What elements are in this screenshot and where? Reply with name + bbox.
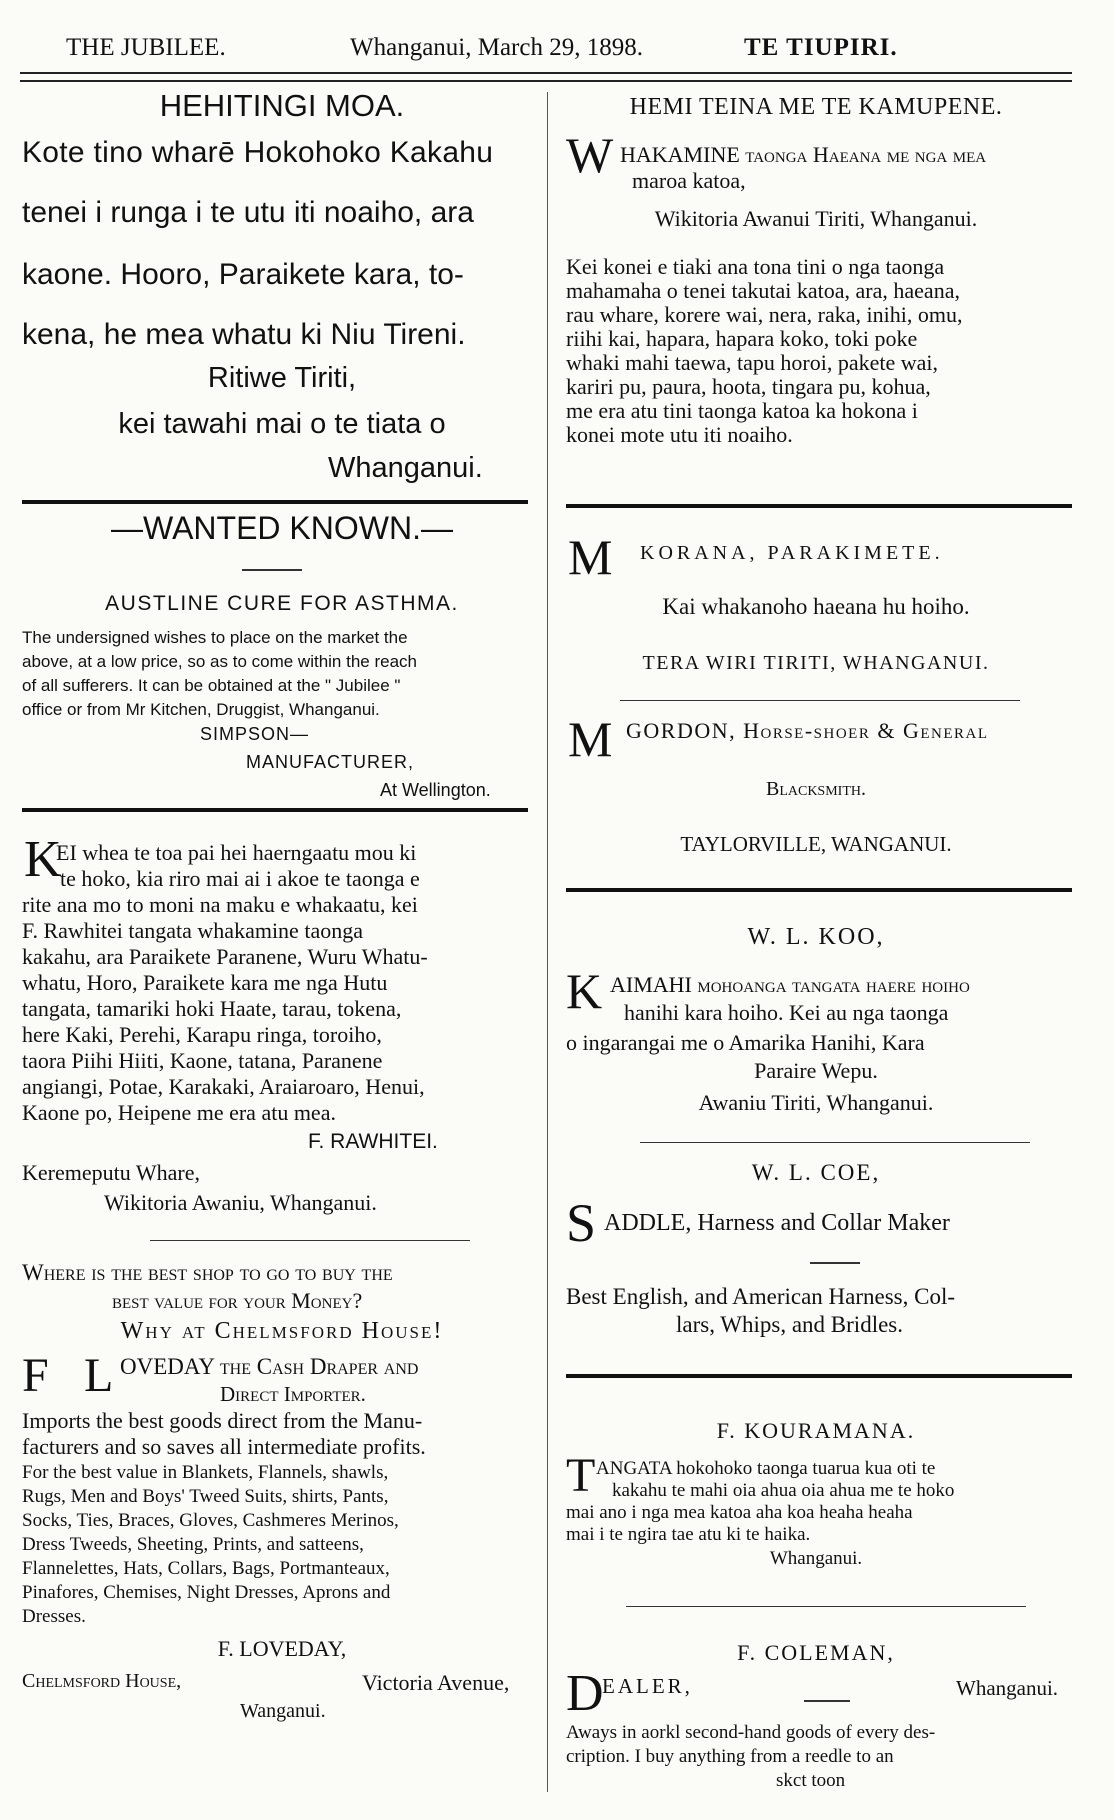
- masthead-rule-lower: [20, 80, 1072, 82]
- hemi-address: Wikitoria Awanui Tiriti, Whanganui.: [654, 206, 978, 231]
- hehitingi-line: Kote tino wharē Hokohoko Kakahu: [22, 136, 494, 169]
- masthead-date: Whanganui, March 29, 1898.: [350, 34, 643, 61]
- hemi-line: me era atu tini taonga katoa ka hokona i: [566, 398, 918, 423]
- kouramana-line: mai i te ngira tae atu ki te haika.: [566, 1524, 811, 1545]
- loveday-body: Pinafores, Chemises, Night Dresses, Aprons and: [22, 1582, 391, 1603]
- loveday-body: Dress Tweeds, Sheeting, Prints, and satteens,: [22, 1534, 364, 1555]
- koo-title: W. L. KOO,: [747, 924, 885, 950]
- hehitingi-line: kena, he mea whatu ki Niu Tireni.: [22, 318, 466, 351]
- hehitingi-title: HEHITINGI MOA.: [159, 88, 405, 123]
- hemi-line: Kei konei e tiaki ana tona tini o nga taonga: [566, 254, 945, 279]
- kei-line: here Kaki, Perehi, Karapu ringa, toroiho,: [22, 1022, 382, 1047]
- wanted-line: above, at a low price, so as to come within the reach: [22, 652, 417, 671]
- drop-cap: L: [84, 1349, 114, 1402]
- kei-line: rite ana mo to moni na maku e whakaatu, kei: [22, 892, 418, 917]
- kei-line: EI whea te toa pai hei haerngaatu mou ki: [56, 840, 417, 865]
- coleman-place: Whanganui.: [956, 1676, 1059, 1700]
- hemi-line: rau whare, korere wai, nera, raka, inihi, omu,: [566, 302, 963, 327]
- drop-cap: K: [566, 963, 603, 1019]
- loveday-address: Wanganui.: [240, 1700, 326, 1722]
- hehitingi-signature: Ritiwe Tiriti,: [207, 362, 357, 394]
- kei-line: kakahu, ara Paraikete Paranene, Wuru Whatu-: [22, 944, 428, 969]
- kei-line: te hoko, kia riro mai ai i akoe te taonga e: [60, 866, 420, 891]
- coleman-line: EALER,: [602, 1674, 693, 1698]
- kei-line: angiangi, Potae, Karakaki, Araiaroaro, Henui,: [22, 1074, 425, 1099]
- drop-cap: M: [568, 529, 613, 585]
- section-rule: [150, 1240, 470, 1241]
- drop-cap: T: [566, 1449, 596, 1502]
- drop-cap: K: [24, 831, 62, 888]
- short-rule: [804, 1700, 850, 1702]
- drop-cap: F: [22, 1349, 49, 1402]
- kei-line: taora Piihi Hiiti, Kaone, tatana, Paranene: [22, 1048, 383, 1073]
- kei-line: whatu, Horo, Paraikete kara me nga Hutu: [22, 970, 388, 995]
- gordon-line: Blacksmith.: [765, 778, 866, 800]
- column-divider: [547, 92, 548, 1792]
- kouramana-title: F. KOURAMANA.: [716, 1418, 916, 1443]
- wanted-signature: SIMPSON—: [200, 724, 310, 744]
- hemi-line: konei mote utu iti noaiho.: [566, 422, 793, 447]
- hemi-line: maroa katoa,: [632, 168, 746, 193]
- loveday-signature: F. LOVEDAY,: [217, 1636, 347, 1661]
- drop-cap: S: [566, 1193, 597, 1253]
- coleman-line: Aways in aorkl second-hand goods of every des-: [566, 1722, 936, 1743]
- section-rule: [566, 1374, 1072, 1378]
- coleman-line: cription. I buy anything from a reedle to an: [566, 1746, 894, 1767]
- loveday-body: For the best value in Blankets, Flannels, shawls,: [22, 1462, 389, 1483]
- koo-address: Awaniu Tiriti, Whanganui.: [698, 1090, 934, 1115]
- loveday-body: Socks, Ties, Braces, Gloves, Cashmeres Merinos,: [22, 1510, 399, 1531]
- section-rule: [640, 1142, 1030, 1143]
- koo-line: AIMAHI mohoanga tangata haere hoiho: [610, 972, 970, 997]
- coe-line: ADDLE, Harness and Collar Maker: [604, 1210, 950, 1236]
- hehitingi-line: tenei i runga i te utu iti noaiho, ara: [22, 196, 474, 229]
- kei-address: Wikitoria Awaniu, Whanganui.: [104, 1190, 377, 1215]
- kouramana-line: kakahu te mahi oia ahua oia ahua me te hoko: [612, 1480, 955, 1501]
- hehitingi-line: kaone. Hooro, Paraikete kara, to-: [22, 258, 464, 291]
- kei-line: tangata, tamariki hoki Haate, tarau, tokena,: [22, 996, 402, 1021]
- masthead-left: THE JUBILEE.: [66, 34, 226, 61]
- gordon-line: TAYLORVILLE, WANGANUI.: [680, 832, 952, 856]
- wanted-subtitle: AUSTLINE CURE FOR ASTHMA.: [105, 592, 459, 615]
- drop-cap: M: [568, 711, 613, 767]
- kouramana-line: mai ano i nga mea katoa aha koa heaha heaha: [566, 1502, 913, 1523]
- koo-line: hanihi kara hoiho. Kei au nga taonga: [624, 1000, 949, 1025]
- drop-cap: W: [566, 127, 614, 183]
- loveday-body: Rugs, Men and Boys' Tweed Suits, shirts, Pants,: [22, 1486, 389, 1507]
- wanted-line: office or from Mr Kitchen, Druggist, Whanganui.: [22, 700, 380, 719]
- loveday-body: Flannelettes, Hats, Collars, Bags, Portmanteaux,: [22, 1558, 390, 1579]
- coleman-title: F. COLEMAN,: [737, 1640, 895, 1665]
- kei-line: Kaone po, Heipene me era atu mea.: [22, 1100, 336, 1125]
- loveday-heading: Direct Importer.: [220, 1382, 366, 1406]
- korana-line: Kai whakanoho haeana hu hoiho.: [662, 594, 970, 619]
- coleman-line: skct toon: [776, 1770, 846, 1791]
- wanted-line: of all sufferers. It can be obtained at the " Jubilee ": [22, 676, 401, 695]
- korana-title: KORANA, PARAKIMETE.: [640, 542, 944, 564]
- short-rule: [242, 569, 302, 571]
- chelmsford-line: best value for your Money?: [112, 1288, 363, 1313]
- hehitingi-signature: Whanganui.: [328, 452, 483, 484]
- gordon-title: GORDON, Horse-shoer & General: [626, 718, 989, 743]
- section-rule: [620, 700, 1020, 701]
- loveday-body: facturers and so saves all intermediate profits.: [22, 1434, 426, 1459]
- short-rule: [810, 1262, 860, 1264]
- section-rule: [566, 504, 1072, 508]
- coe-title: W. L. COE,: [751, 1160, 881, 1185]
- hemi-line: mahamaha o tenei takutai katoa, ara, haeana,: [566, 278, 960, 303]
- wanted-signature: MANUFACTURER,: [246, 752, 415, 772]
- masthead-rule: [20, 72, 1072, 74]
- masthead-right: TE TIUPIRI.: [744, 34, 898, 61]
- section-rule: [566, 888, 1072, 892]
- wanted-title: —WANTED KNOWN.—: [111, 510, 453, 546]
- hemi-line: whaki mahi taewa, tapu horoi, pakete wai,: [566, 350, 939, 375]
- section-rule: [22, 808, 528, 812]
- loveday-heading: OVEDAY the Cash Draper and: [120, 1354, 419, 1379]
- loveday-address: Chelmsford House,: [22, 1670, 182, 1692]
- loveday-body: Imports the best goods direct from the Manu-: [22, 1408, 423, 1433]
- hemi-title: HEMI TEINA ME TE KAMUPENE.: [629, 94, 1003, 120]
- chelmsford-line: Where is the best shop to go to buy the: [22, 1260, 393, 1285]
- loveday-address: Victoria Avenue,: [362, 1670, 510, 1695]
- koo-line: Paraire Wepu.: [754, 1058, 878, 1083]
- loveday-body: Dresses.: [22, 1606, 86, 1627]
- kouramana-signature: Whanganui.: [769, 1548, 863, 1569]
- hemi-line: HAKAMINE taonga Haeana me nga mea: [620, 142, 987, 167]
- kei-signature: F. RAWHITEI.: [308, 1130, 438, 1153]
- hemi-line: kariri pu, paura, hoota, tingara pu, kohua,: [566, 374, 931, 399]
- section-rule: [22, 500, 528, 504]
- coe-line: Best English, and American Harness, Col-: [566, 1284, 956, 1309]
- wanted-signature: At Wellington.: [380, 780, 491, 800]
- drop-cap: D: [566, 1665, 604, 1722]
- hemi-line: riihi kai, hapara, hapara koko, toki poke: [566, 326, 918, 351]
- hehitingi-signature: kei tawahi mai o te tiata o: [118, 408, 446, 440]
- section-rule: [626, 1606, 1026, 1607]
- kei-address: Keremeputu Whare,: [22, 1160, 200, 1185]
- coe-line: lars, Whips, and Bridles.: [676, 1312, 903, 1337]
- masthead: [22, 34, 1072, 74]
- koo-line: o ingarangai me o Amarika Hanihi, Kara: [566, 1030, 925, 1055]
- kei-line: F. Rawhitei tangata whakamine taonga: [22, 918, 363, 943]
- wanted-line: The undersigned wishes to place on the market the: [22, 628, 408, 647]
- korana-line: TERA WIRI TIRITI, WHANGANUI.: [642, 652, 990, 674]
- kouramana-line: ANGATA hokohoko taonga tuarua kua oti te: [596, 1458, 936, 1479]
- chelmsford-line: Why at Chelmsford House!: [120, 1318, 444, 1344]
